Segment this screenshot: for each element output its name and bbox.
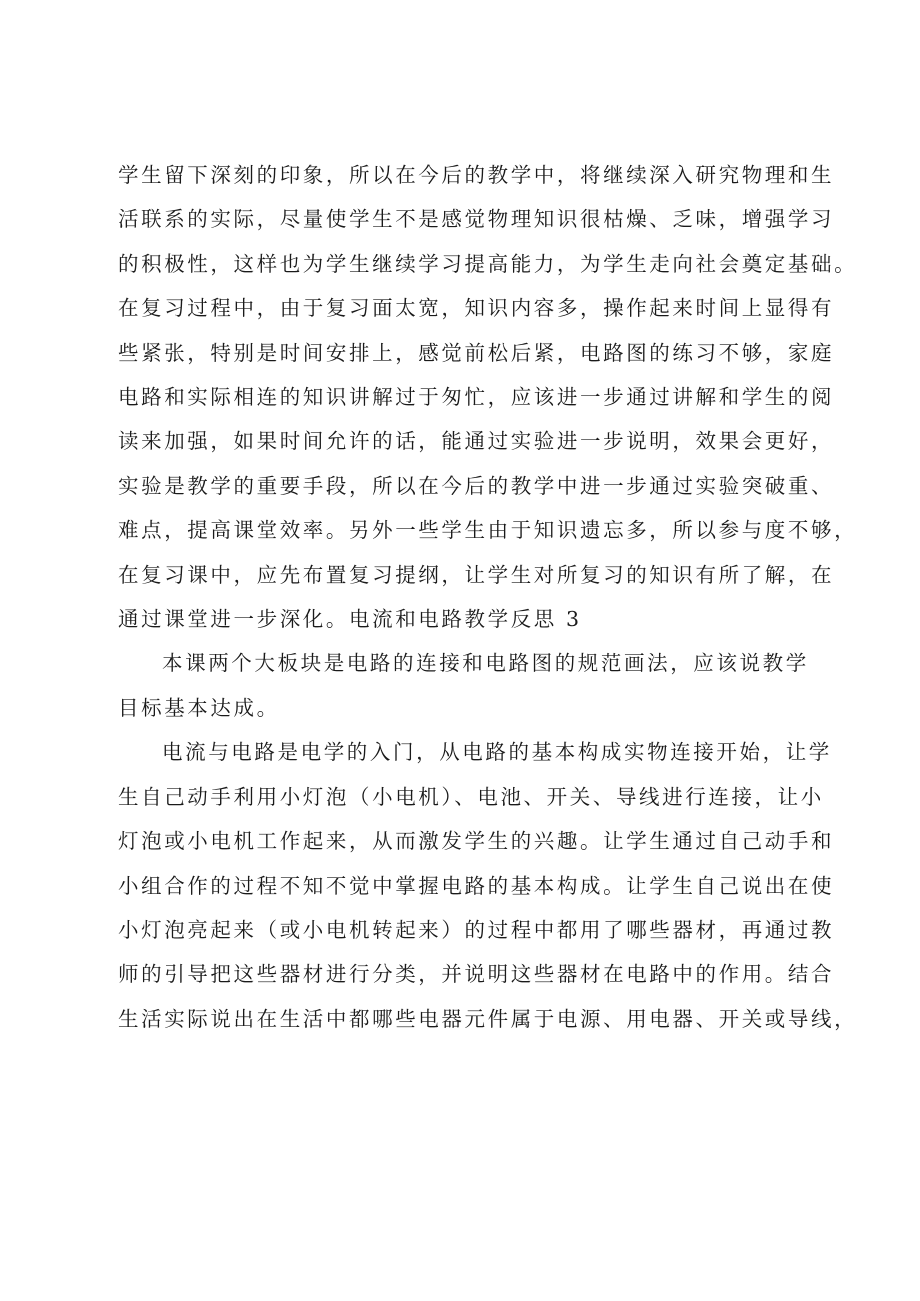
text-line: 学生留下深刻的印象，所以在今后的教学中，将继续深入研究物理和生 (118, 163, 835, 187)
text-line: 电路和实际相连的知识讲解过于匆忙，应该进一步通过讲解和学生的阅 (118, 385, 835, 410)
text-line-indented: 本课两个大板块是电路的连接和电路图的规范画法，应该说教学 (162, 651, 809, 676)
text-line: 生活实际说出在生活中都哪些电器元件属于电源、用电器、开关或导线， (118, 1006, 858, 1031)
text-line: 灯泡或小电机工作起来，从而激发学生的兴趣。让学生通过自己动手和 (118, 829, 835, 854)
text-line: 在复习过程中，由于复习面太宽，知识内容多，操作起来时间上显得有 (118, 296, 835, 321)
text-line: 的积极性，这样也为学生继续学习提高能力，为学生走向社会奠定基础。 (118, 251, 858, 276)
text-line-indented: 电流与电路是电学的入门，从电路的基本构成实物连接开始，让学 (162, 740, 832, 765)
text-line: 活联系的实际，尽量使学生不是感觉物理知识很枯燥、乏味，增强学习 (118, 207, 835, 232)
text-line: 小灯泡亮起来（或小电机转起来）的过程中都用了哪些器材，再通过教 (118, 917, 835, 942)
paragraph-3 (118, 730, 858, 1041)
paragraph-1 (118, 153, 858, 641)
text-line: 小组合作的过程不知不觉中掌握电路的基本构成。让学生自己说出在使 (118, 873, 835, 898)
text-line: 通过课堂进一步深化。电流和电路教学反思 3 (118, 607, 582, 632)
text-line: 些紧张，特别是时间安排上，感觉前松后紧，电路图的练习不够，家庭 (118, 340, 835, 365)
text-line: 目标基本达成。 (118, 695, 280, 720)
text-line: 在复习课中，应先布置复习提纲，让学生对所复习的知识有所了解，在 (118, 562, 835, 587)
paragraph-2 (118, 641, 840, 730)
text-line: 实验是教学的重要手段，所以在今后的教学中进一步通过实验突破重、 (118, 473, 835, 498)
text-line: 难点，提高课堂效率。另外一些学生由于知识遗忘多，所以参与度不够， (118, 518, 858, 543)
text-line: 师的引导把这些器材进行分类，并说明这些器材在电路中的作用。结合 (118, 962, 835, 987)
text-line: 读来加强，如果时间允许的话，能通过实验进一步说明，效果会更好， (118, 429, 835, 454)
text-line: 生自己动手利用小灯泡（小电机）、电池、开关、导线进行连接，让小 (118, 784, 824, 809)
